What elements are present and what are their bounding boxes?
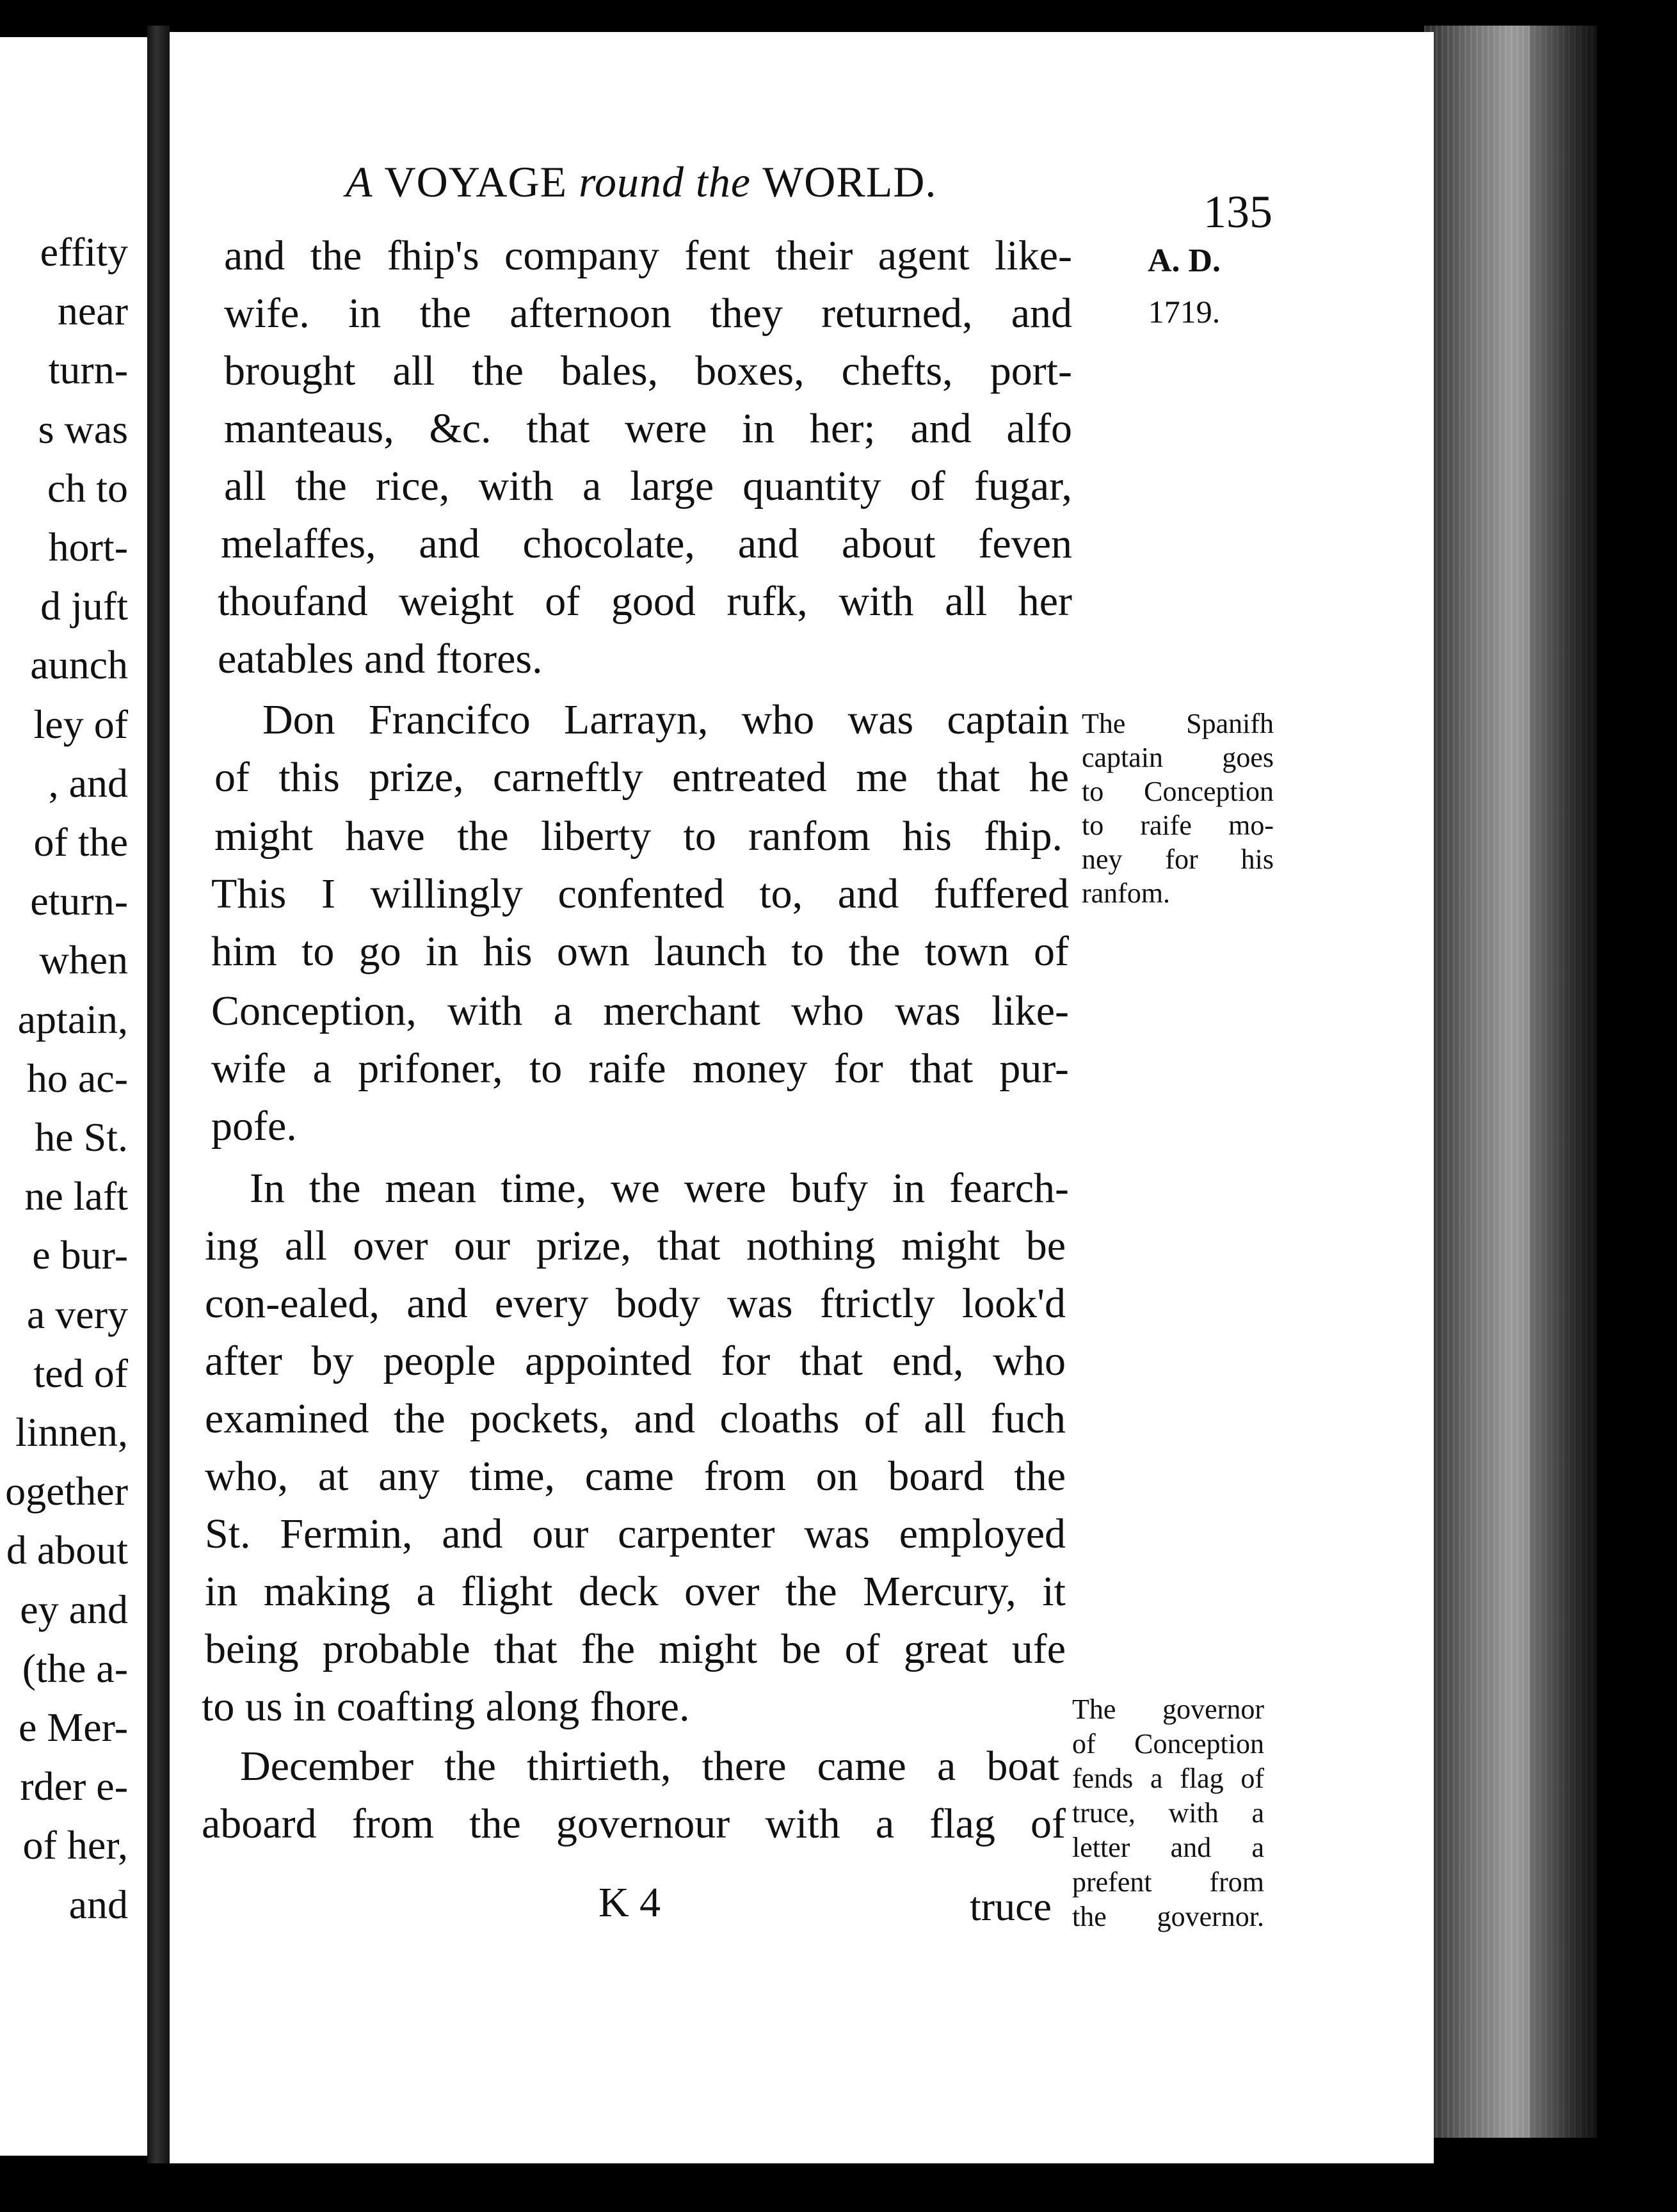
page-gutter bbox=[147, 26, 170, 2163]
margin-note-line: captain goes bbox=[1082, 742, 1274, 773]
body-text-line: of this prize, carneftly entreated me that he bbox=[214, 754, 1069, 801]
body-text-line: pofe. bbox=[211, 1103, 297, 1150]
left-page-line: e Mer- bbox=[18, 1704, 128, 1750]
signature-mark: K 4 bbox=[598, 1879, 661, 1926]
body-text-line: In the mean time, we were bufy in fearch- bbox=[250, 1165, 1069, 1212]
left-page-line: ted of bbox=[33, 1350, 128, 1396]
left-page-line: eturn- bbox=[30, 878, 128, 924]
left-page-line: e bur- bbox=[32, 1232, 128, 1278]
body-text-line: Conception, with a merchant who was like- bbox=[211, 988, 1069, 1034]
body-text-line: thoufand weight of good rufk, with all her bbox=[218, 578, 1072, 625]
left-page-line: s was bbox=[38, 406, 128, 452]
left-page-line: linnen, bbox=[15, 1409, 128, 1455]
left-page-line: ch to bbox=[47, 465, 128, 511]
running-head-article: A bbox=[346, 157, 373, 206]
page-number: 135 bbox=[1203, 186, 1272, 237]
body-text-line: wife a prifoner, to raife money for that pur- bbox=[211, 1045, 1069, 1092]
margin-note-line: to raife mo- bbox=[1082, 810, 1274, 841]
left-page-line: a very bbox=[26, 1291, 128, 1337]
body-text-line: St. Fermin, and our carpenter was employed bbox=[205, 1511, 1066, 1557]
left-page-line: aptain, bbox=[17, 996, 128, 1042]
running-head-voyage: VOYAGE bbox=[384, 157, 568, 206]
margin-note-line: prefent from bbox=[1072, 1866, 1264, 1898]
margin-note-line: truce, with a bbox=[1072, 1797, 1264, 1829]
catchword: truce bbox=[970, 1884, 1052, 1929]
left-page-line: aunch bbox=[30, 642, 128, 688]
left-page-line: effity bbox=[40, 229, 128, 275]
left-page-line: and bbox=[68, 1881, 128, 1927]
body-text-line: who, at any time, came from on board the bbox=[205, 1453, 1066, 1500]
body-text-line: melaffes, and chocolate, and about feven bbox=[221, 520, 1072, 567]
margin-date-ad: A. D. bbox=[1147, 243, 1221, 279]
running-head bbox=[346, 157, 936, 207]
body-text-line: examined the pockets, and cloaths of all fuch bbox=[205, 1395, 1066, 1442]
margin-note-line: fends a flag of bbox=[1072, 1763, 1264, 1794]
margin-note-line: The Spanifh bbox=[1082, 708, 1274, 739]
left-page-line: ley of bbox=[33, 701, 128, 747]
running-head-round: round the bbox=[579, 157, 751, 206]
running-head-world: WORLD. bbox=[762, 157, 937, 206]
body-text-line: after by people appointed for that end, who bbox=[205, 1338, 1066, 1384]
left-page-line: ey and bbox=[20, 1586, 128, 1632]
body-text-line: might have the liberty to ranfom his fhip. bbox=[214, 813, 1063, 860]
body-text-line: and the fhip's company fent their agent like- bbox=[224, 232, 1072, 279]
body-text-line: aboard from the governour with a flag of bbox=[202, 1800, 1066, 1847]
left-page-line: rder e- bbox=[20, 1763, 128, 1809]
left-page-line: , and bbox=[48, 760, 128, 806]
margin-date-year: 1719. bbox=[1148, 294, 1221, 330]
body-text-line: ing all over our prize, that nothing might be bbox=[205, 1222, 1066, 1269]
margin-note-line: of Conception bbox=[1072, 1728, 1264, 1759]
previous-page-fragment bbox=[0, 37, 147, 2156]
body-text-line: manteaus, &c. that were in her; and alfo bbox=[224, 405, 1072, 452]
left-page-line: ogether bbox=[5, 1468, 128, 1514]
body-text-line: This I willingly confented to, and fuffered bbox=[211, 870, 1069, 917]
margin-note-line: ranfom. bbox=[1082, 878, 1171, 909]
body-text-line: brought all the bales, boxes, chefts, port- bbox=[224, 348, 1072, 394]
body-text-line: in making a flight deck over the Mercury, it bbox=[205, 1568, 1066, 1615]
left-page-line: of the bbox=[33, 819, 128, 865]
margin-note-line: the governor. bbox=[1072, 1901, 1264, 1932]
left-page-line: d about bbox=[6, 1527, 128, 1573]
body-text-line: wife. in the afternoon they returned, and bbox=[224, 290, 1072, 337]
left-page-line: ne laft bbox=[24, 1173, 128, 1219]
body-text-line: con-ealed, and every body was ftrictly look'd bbox=[205, 1280, 1066, 1327]
body-text-line: eatables and ftores. bbox=[218, 636, 543, 682]
left-page-line: (the a- bbox=[22, 1645, 128, 1691]
body-text-line: to us in coafting along fhore. bbox=[202, 1683, 690, 1730]
body-text-line: him to go in his own launch to the town of bbox=[211, 928, 1069, 975]
body-text-line: being probable that fhe might be of great ufe bbox=[205, 1626, 1066, 1672]
left-page-line: he St. bbox=[35, 1114, 128, 1160]
margin-note-line: ney for his bbox=[1082, 844, 1274, 875]
margin-note-line: to Conception bbox=[1082, 776, 1274, 807]
body-text-line: December the thirtieth, there came a boat bbox=[240, 1743, 1059, 1790]
margin-note-line: letter and a bbox=[1072, 1832, 1264, 1863]
left-page-line: turn- bbox=[48, 347, 128, 393]
body-text-line: all the rice, with a large quantity of fugar, bbox=[224, 463, 1072, 509]
left-page-line: ho ac- bbox=[26, 1055, 128, 1101]
left-page-line: hort- bbox=[48, 524, 128, 570]
margin-note-line: The governor bbox=[1072, 1694, 1264, 1725]
left-page-line: near bbox=[57, 288, 128, 334]
left-page-line: when bbox=[39, 937, 128, 983]
book-fore-edge-shadow bbox=[1530, 26, 1597, 2138]
left-page-line: of her, bbox=[22, 1822, 128, 1868]
left-page-line: d juft bbox=[40, 583, 128, 629]
body-text-line: Don Francifco Larrayn, who was captain bbox=[262, 696, 1069, 743]
